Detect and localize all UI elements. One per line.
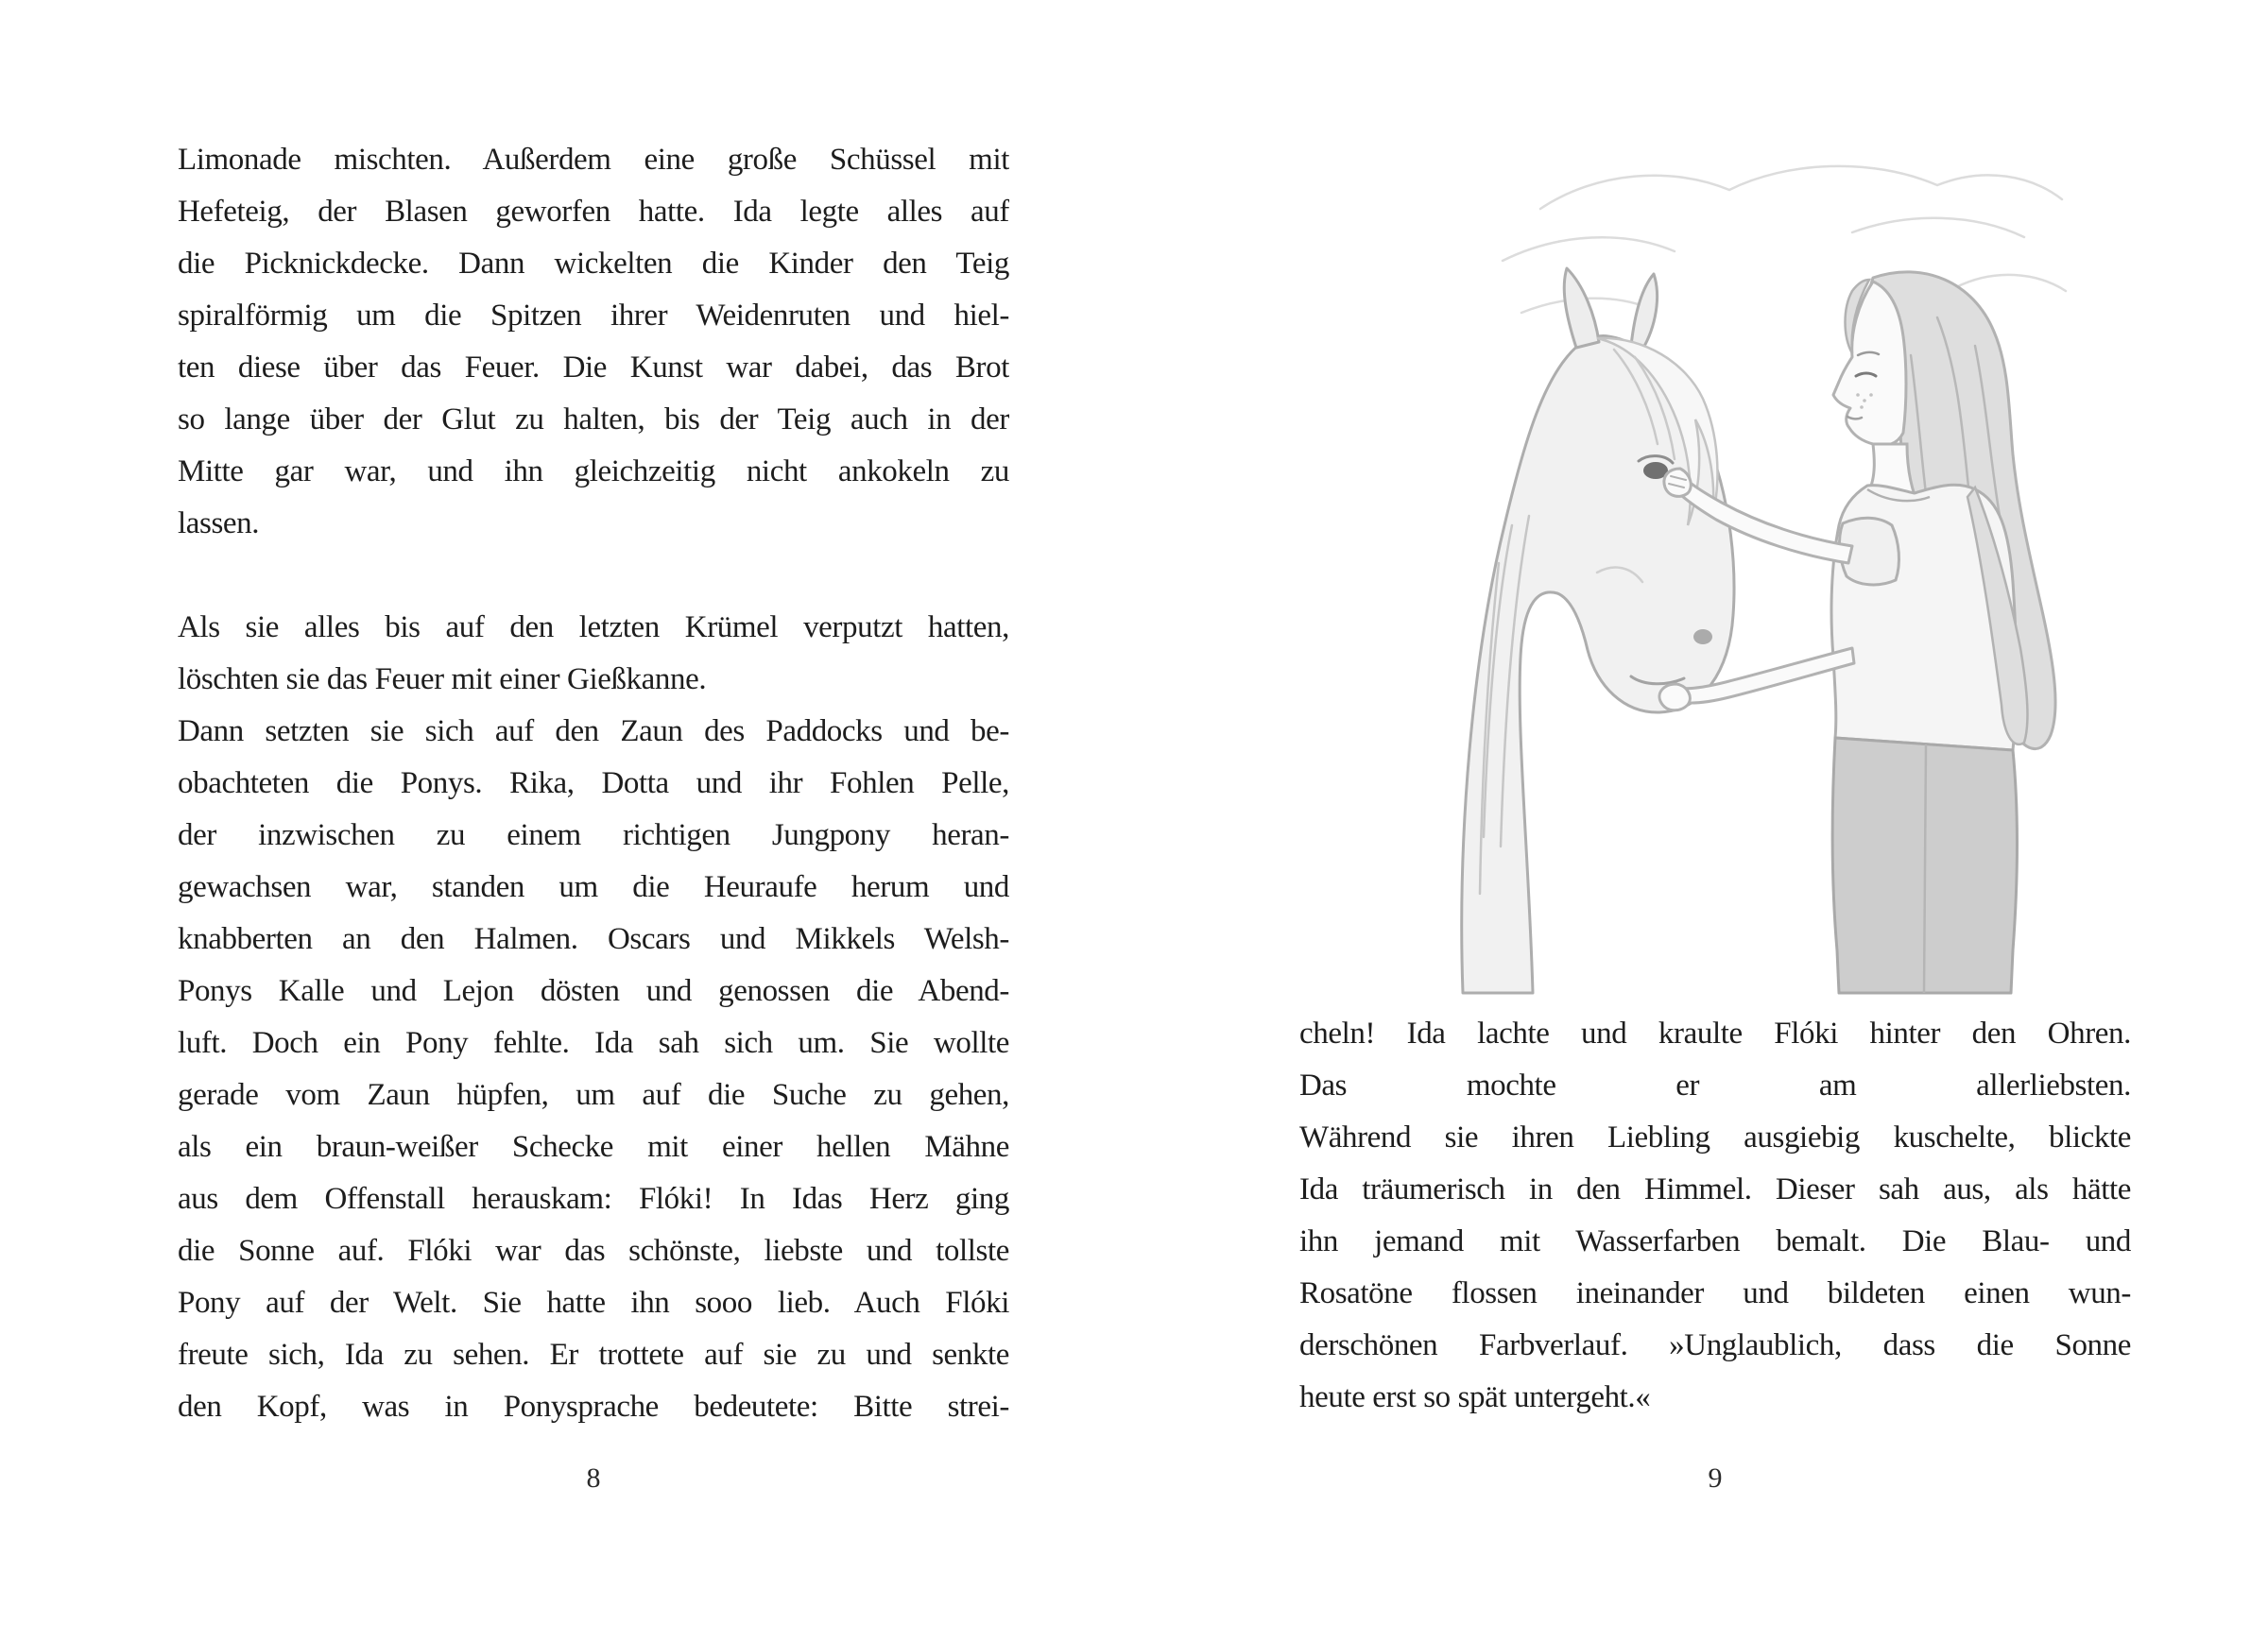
cloud-lines xyxy=(1503,166,2066,313)
text-line: freute sich, Ida zu sehen. Er trottete auf sie zu und senkte xyxy=(178,1338,1009,1372)
text-line: gerade vom Zaun hüpfen, um auf die Suche zu gehen, xyxy=(178,1078,1009,1112)
text-line: löschten sie das Feuer mit einer Gießkanne. xyxy=(178,662,707,696)
paragraph xyxy=(178,706,1009,1433)
text-line: Rosatöne flossen ineinander und bildeten einen wun- xyxy=(1299,1276,2131,1310)
girl-face xyxy=(1833,282,1906,446)
girl-petting-pony-illustration xyxy=(1446,119,2098,996)
text-line: Mitte gar war, und ihn gleichzeitig nicht ankokeln zu xyxy=(178,454,1009,488)
page-number-left: 8 xyxy=(586,1462,601,1494)
paragraph xyxy=(178,602,1009,706)
pony-ear xyxy=(1631,274,1658,350)
text-line: als ein braun-weißer Schecke mit einer hellen Mähne xyxy=(178,1130,1009,1164)
text-line: derschönen Farbverlauf. »Unglaublich, dass die Sonne xyxy=(1299,1328,2131,1362)
pony-sketch-svg xyxy=(1446,119,2098,996)
text-line: Limonade mischten. Außerdem eine große Schüssel mit xyxy=(178,143,1009,177)
text-line: Ponys Kalle und Lejon dösten und genossen die Abend- xyxy=(178,974,1009,1008)
text-line: gewachsen war, standen um die Heuraufe herum und xyxy=(178,870,1009,904)
paragraph xyxy=(178,134,1009,550)
text-line: Das mochte er am allerliebsten. xyxy=(1299,1069,2131,1103)
pony-head xyxy=(1462,268,1734,993)
text-line: die Sonne auf. Flóki war das schönste, liebste und tollste xyxy=(178,1234,1009,1268)
right-page-text xyxy=(1299,1008,2131,1424)
text-line: die Picknickdecke. Dann wickelten die Kinder den Teig xyxy=(178,247,1009,281)
text-line: der inzwischen zu einem richtigen Jungpony heran- xyxy=(178,818,1009,852)
girl-hand-upper xyxy=(1664,469,1691,496)
text-line: luft. Doch ein Pony fehlte. Ida sah sich um. Sie wollte xyxy=(178,1026,1009,1060)
text-line: cheln! Ida lachte und kraulte Flóki hinter den Ohren. xyxy=(1299,1017,2131,1051)
text-line: heute erst so spät untergeht.« xyxy=(1299,1380,1651,1414)
text-line: ten diese über das Feuer. Die Kunst war dabei, das Brot xyxy=(178,351,1009,385)
text-line: obachteten die Ponys. Rika, Dotta und ihr Fohlen Pelle, xyxy=(178,766,1009,800)
text-line: ihn jemand mit Wasserfarben bemalt. Die Blau- und xyxy=(1299,1224,2131,1258)
text-line: so lange über der Glut zu halten, bis der Teig auch in der xyxy=(178,402,1009,436)
text-line: Hefeteig, der Blasen geworfen hatte. Ida legte alles auf xyxy=(178,195,1009,229)
text-line: Während sie ihren Liebling ausgiebig kuschelte, blickte xyxy=(1299,1120,2131,1155)
left-page-text xyxy=(178,134,1009,1433)
text-line: Dann setzten sie sich auf den Zaun des Paddocks und be- xyxy=(178,714,1009,748)
girl-hand-lower xyxy=(1659,684,1690,710)
page-number-right: 9 xyxy=(1708,1462,1723,1494)
paragraph xyxy=(1299,1008,2131,1424)
text-line: Pony auf der Welt. Sie hatte ihn sooo lieb. Auch Flóki xyxy=(178,1286,1009,1320)
pony-nostril xyxy=(1693,629,1712,644)
text-line: den Kopf, was in Ponysprache bedeutete: Bitte strei- xyxy=(178,1390,1009,1424)
text-line: lassen. xyxy=(178,506,260,540)
text-line: Als sie alles bis auf den letzten Krümel verputzt hatten, xyxy=(178,610,1009,644)
text-line: aus dem Offenstall herauskam: Flóki! In Idas Herz ging xyxy=(178,1182,1009,1216)
text-line: knabberten an den Halmen. Oscars und Mikkels Welsh- xyxy=(178,922,1009,956)
text-line: spiralförmig um die Spitzen ihrer Weidenruten und hiel- xyxy=(178,299,1009,333)
text-line: Ida träumerisch in den Himmel. Dieser sah aus, als hätte xyxy=(1299,1172,2131,1206)
pony-ear xyxy=(1564,268,1599,348)
